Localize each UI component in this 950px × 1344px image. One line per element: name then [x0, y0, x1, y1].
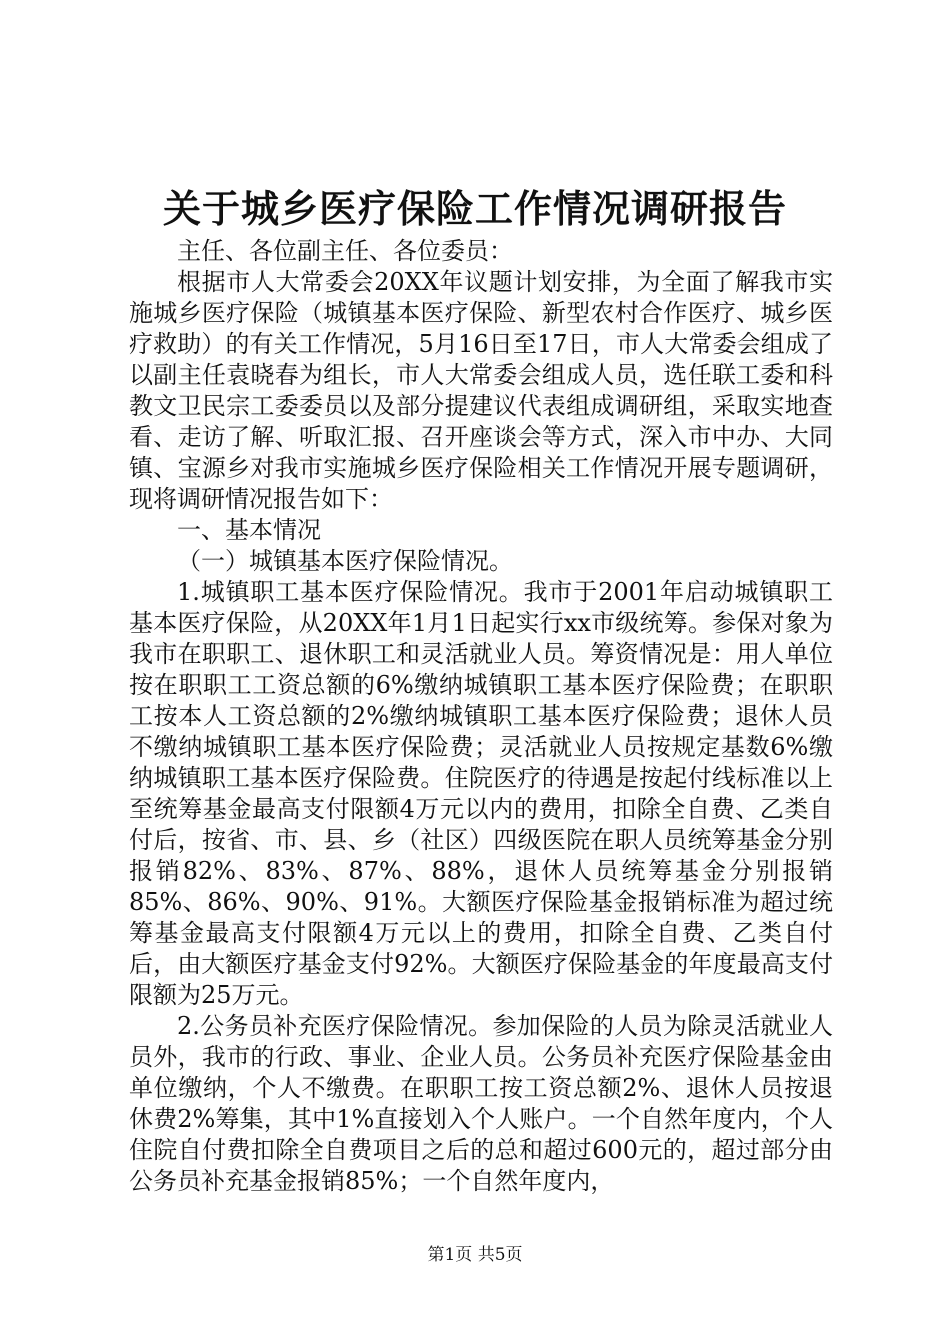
document-title: 关于城乡医疗保险工作情况调研报告	[162, 187, 787, 231]
document-body	[129, 236, 833, 1197]
paragraph-salutation: 主任、各位副主任、各位委员：	[177, 237, 513, 265]
page-footer: 第1页 共5页	[427, 1245, 523, 1265]
paragraph-intro: 根据市人大常委会20XX年议题计划安排，为全面了解我市实施城乡医疗保险（城镇基本医疗保险、新型农村合作医疗、城乡医疗救助）的有关工作情况，5月16日至17日，市人大常委会组成了以副主任袁晓春为组长，市人大常委会组成人员，选任联工委和科教文卫民宗工委委员以及部分提建议代表组成调研组，采取实地查看、走访了解、听取汇报、召开座谈会等方式，深入市中办、大同镇、宝源乡对我市实施城乡医疗保险相关工作情况开展专题调研，现将调研情况报告如下：	[129, 268, 833, 513]
paragraph-employee-insurance: 1.城镇职工基本医疗保险情况。我市于2001年启动城镇职工基本医疗保险，从20XX年1月1日起实行xx市级统筹。参保对象为我市在职职工、退休职工和灵活就业人员。筹资情况是：用人单位按在职职工工资总额的6%缴纳城镇职工基本医疗保险费；在职职工按本人工资总额的2%缴纳城镇职工基本医疗保险费；退休人员不缴纳城镇职工基本医疗保险费；灵活就业人员按规定基数6%缴纳城镇职工基本医疗保险费。住院医疗的待遇是按起付线标准以上至统筹基金最高支付限额4万元以内的费用，扣除全自费、乙类自付后，按省、市、县、乡（社区）四级医院在职人员统筹基金分别报销82%、83%、87%、88%，退休人员统筹基金分别报销85%、86%、90%、91%。大额医疗保险基金报销标准为超过统筹基金最高支付限额4万元以上的费用，扣除全自费、乙类自付后，由大额医疗基金支付92%。大额医疗保险基金的年度最高支付限额为25万元。	[129, 578, 833, 1009]
paragraph-civil-servant-insurance: 2.公务员补充医疗保险情况。参加保险的人员为除灵活就业人员外，我市的行政、事业、企业人员。公务员补充医疗保险基金由单位缴纳，个人不缴费。在职职工按工资总额2%、退休人员按退休费2%筹集，其中1%直接划入个人账户。一个自然年度内，个人住院自付费扣除全自费项目之后的总和超过600元的，超过部分由公务员补充基金报销85%；一个自然年度内，	[129, 1012, 833, 1195]
section-heading-basic-situation: 一、基本情况	[177, 516, 321, 544]
subsection-heading-urban-insurance: （一）城镇基本医疗保险情况。	[177, 547, 513, 575]
